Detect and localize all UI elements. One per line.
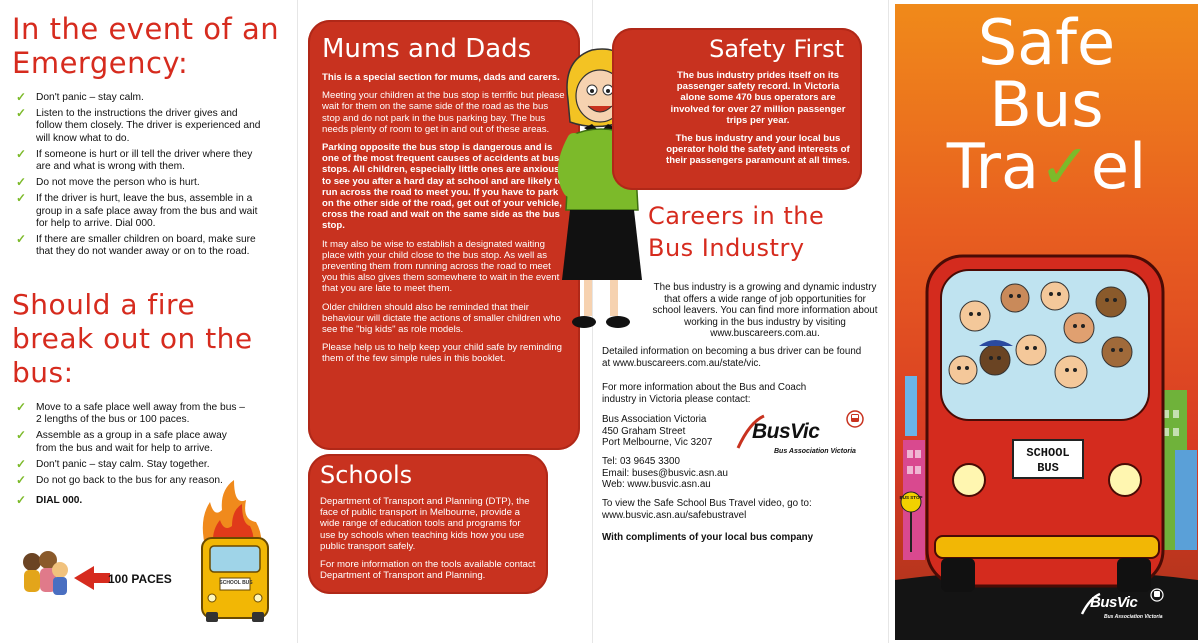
kids-illustration [23,551,68,595]
emergency-title [12,12,292,80]
contact-details [602,456,802,491]
compliments-text: With compliments of your local bus company [602,532,814,543]
fire-section [12,288,292,511]
mums-p6: Please help us to help keep your child safe by reminding them of the few simple rules in this booklet. [322,342,562,365]
list-item: ✓ Do not move the person who is hurt. [16,175,200,190]
headlight-left [953,464,985,496]
cover-title-bus: Bus [989,68,1104,141]
schools-p1: Department of Transport and Planning (DTP), the face of public transport in Melbourne, provide a wide range of education tools and programs for use by schools when teaching kids how you use public transport safely. [320,496,530,552]
fire-title-line2: break out on the [12,322,253,355]
list-item: ✓ DIAL 000. [16,493,83,508]
list-item: ✓ Do not go back to the bus for any reason. [16,473,223,488]
schools-p2: For more information on the tools available contact Department of Transport and Planning. [320,559,536,582]
bus-sign-text [1013,446,1083,476]
fold-line-1 [297,0,298,643]
fire-illustration [10,480,290,630]
paces-label: 100 PACES [108,572,172,586]
list-item: ✓ Assemble as a group in a safe place away from the bus and wait for help to arrive. [16,428,227,454]
cover-bus-illustration [895,240,1198,640]
emergency-title-line1: In the event of an [12,12,280,46]
check-icon: ✓ [16,456,27,471]
video-line-1: To view the Safe School Bus Travel video, go to: [602,498,812,509]
safety-first-panel [612,28,862,190]
bus-sign-line-2: BUS [1037,461,1059,475]
schools-title: Schools [320,461,413,489]
address-line-1: Bus Association Victoria [602,414,707,425]
fire-title-line1: Should a fire [12,288,196,321]
mums-p1: This is a special section for mums, dads and carers. [322,72,560,83]
bus-bumper [935,536,1159,558]
check-icon: ✓ [16,175,27,190]
safety-p2: The bus industry and your local bus operator hold the safety and interests of their passengers paramount at all times. [666,133,850,167]
list-item: ✓ Move to a safe place well away from the bus – 2 lengths of the bus or 100 paces. [16,400,245,426]
careers-p2: Detailed information on becoming a bus driver can be found at www.buscareers.com.au/state/vic. [602,346,862,369]
logo-name: BusVic [752,420,820,443]
emergency-list [12,92,262,258]
wheel-right [1117,558,1151,592]
cover-title [895,6,1198,203]
contact-address [602,414,752,449]
safety-first-title: Safety First [709,35,844,63]
headlight-right [1109,464,1141,496]
cover-logo-sub: Bus Association Victoria [1104,614,1163,620]
fire-title [12,288,292,390]
bus-sign-line-1: SCHOOL [1026,446,1070,460]
small-bus-sign: SCHOOL BUS [219,580,253,586]
logo-sub: Bus Association Victoria [774,448,856,455]
mums-p5: Older children should also be reminded that their behaviour will dictate the actions of smaller children who see the "big kids" as role models. [322,301,561,336]
list-item: ✓ Don't panic – stay calm. Stay together. [16,456,210,471]
list-item: ✓ Listen to the instructions the driver gives and follow them closely. The driver is experienced and will know what to do. [16,106,261,144]
busvic-logo [736,410,878,460]
mums-p3: Parking opposite the bus stop is dangerous and is one of the most frequent causes of accidents at bus stops. All children, especially little ones are anxious to see you after a hard day at school and are likely to run across the road to meet you. If you have to park on the other side of the road, get out of your vehicle, cross the road and wait on the same side as the bus stop. [322,142,564,232]
check-icon: ✓ [16,106,27,121]
cover-bus-badge-icon [1150,588,1164,602]
list-item: ✓ If someone is hurt or ill tell the driver where they are and what is wrong with them. [16,146,253,173]
mums-dads-panel [308,20,580,450]
bus-stop-pole [910,512,912,552]
video-info [602,498,872,521]
safety-p1: The bus industry prides itself on its passenger safety record. In Victoria alone some 470 bus operators are involved for over 27 million passenger trips per year. [670,70,846,126]
fold-line-3 [888,0,889,643]
careers-title [648,200,824,264]
emergency-section [12,12,292,262]
arrow-left-icon [74,566,110,590]
cover-busvic-logo [1080,588,1196,628]
checkmark-v-icon: ✓ [1038,130,1091,203]
check-icon: ✓ [16,493,27,508]
list-item: ✓ Don't panic – stay calm. [16,90,144,104]
check-icon: ✓ [16,400,27,414]
check-icon: ✓ [16,191,27,206]
check-icon: ✓ [16,146,27,161]
careers-title-line1: Careers in the [648,202,825,230]
list-item: ✓ If the driver is hurt, leave the bus, assemble in a group in a safe place away from the bus and wait for help to arrive. Dial 000. [16,191,258,229]
list-item: ✓ If there are smaller children on board, make sure that they do not wander away or on to the road. [16,232,256,258]
contact-web[interactable]: Web: www.busvic.asn.au [602,479,711,491]
emergency-title-line2: Emergency: [12,46,189,80]
mums-p4: It may also be wise to establish a designated waiting place with your child close to the bus stop. As well as preventing them from running across the road to meet you this also gives them somewhere to wait in the event that you are late to meet them. [322,238,560,295]
check-icon: ✓ [16,232,27,247]
schools-panel [308,454,548,594]
check-icon: ✓ [16,428,27,443]
check-icon: ✓ [16,473,27,488]
mums-p2: Meeting your children at the bus stop is terrific but please wait for them on the same side of the road as the bus stop and do not park in the bus parking bay. The bus needs plenty of room to get in and out of these areas. [322,90,565,135]
address-line-2: 450 Graham Street [602,425,686,437]
cover-title-safe: Safe [977,6,1116,79]
careers-title-line2: Bus Industry [648,234,805,262]
address-line-3: Port Melbourne, Vic 3207 [602,437,713,449]
bus-stop-sign-text: BUS STOP [899,495,923,500]
mums-dads-title: Mums and Dads [322,34,532,64]
careers-p3: For more information about the Bus and Coach industry in Victoria please contact: [602,382,807,405]
cover-logo-name: BusVic [1090,594,1138,611]
fire-title-line3: bus: [12,356,74,389]
video-link[interactable]: www.busvic.asn.au/safebustravel [602,509,747,521]
cover-title-travel: Tra✓el [946,130,1147,203]
wheel-left [941,558,975,592]
bus-badge-icon [846,410,864,428]
careers-p1: The bus industry is a growing and dynamic industry that offers a wide range of job opportunities for school leavers. You can find more information about working in the bus industry by visiting www.buscareers.com.au. [652,282,878,340]
check-icon: ✓ [16,90,27,104]
contact-tel: Tel: 03 9645 3300 [602,456,680,467]
contact-email[interactable]: Email: buses@busvic.asn.au [602,467,728,479]
